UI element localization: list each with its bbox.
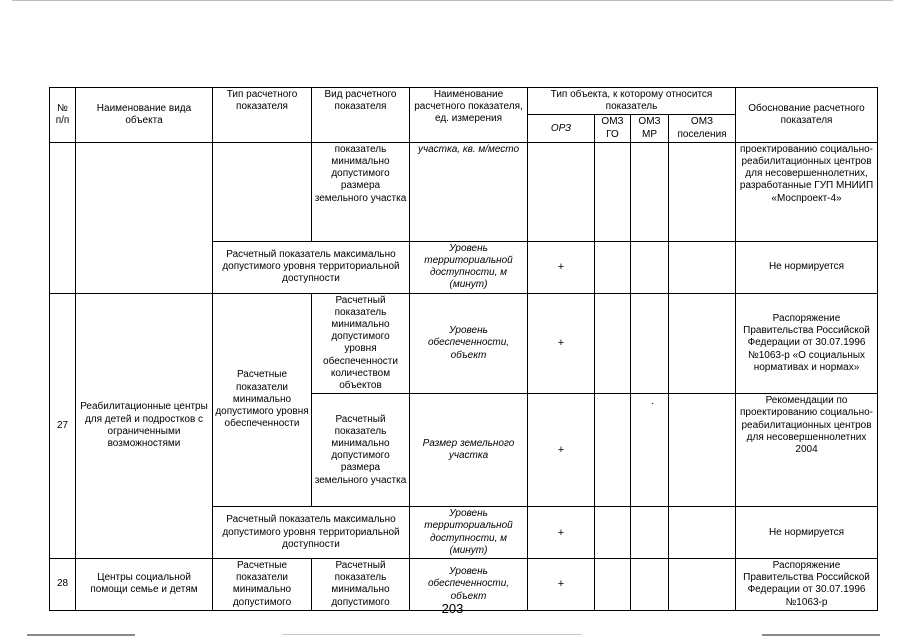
row27-pos2-cell (669, 394, 736, 507)
cont-mr-cell (631, 142, 669, 241)
row28-kind: Расчетный показатель минимально допустимого (312, 559, 410, 611)
header-orz: ОРЗ (528, 115, 595, 142)
row27-unit2: Размер земельного участка (410, 394, 528, 507)
row27-name: Реабилитационные центры для детей и подростков с ограниченными возможностями (76, 293, 213, 558)
header-omz-mr: ОМЗ МР (631, 115, 669, 142)
row27-access-go-cell (595, 507, 631, 559)
cont-pos-cell (669, 142, 736, 241)
row27-orz2: + (528, 394, 595, 507)
row28-orz: + (528, 559, 595, 611)
row28-basis: Распоряжение Правительства Российской Федерации от 30.07.1996 №1063-р (736, 559, 878, 611)
top-rule (12, 0, 893, 1)
cont-type-cell (213, 142, 312, 241)
standards-table (49, 87, 878, 611)
access-basis: Не нормируется (736, 241, 878, 293)
cont-num-cell (50, 142, 76, 293)
row27-num: 27 (50, 293, 76, 558)
row27-type: Расчетные показатели минимально допустимого уровня обеспеченности (213, 293, 312, 507)
row27-access-mr-cell (631, 507, 669, 559)
bottom-rule-right (762, 634, 880, 636)
cont-unit: участка, кв. м/место (410, 142, 528, 241)
bottom-rule-mid (282, 634, 582, 635)
row27-mr2-cell (631, 394, 669, 507)
header-calc-kind: Вид расчетного показателя (312, 88, 410, 143)
header-object-type: Тип объекта, к которому относится показатель (528, 88, 736, 115)
header-calc-name: Наименование расчетного показателя, ед. измерения (410, 88, 528, 143)
row28-unit: Уровень обеспеченности, объект (410, 559, 528, 611)
access-pos-cell (669, 241, 736, 293)
row27-mr1-cell (631, 293, 669, 394)
header-object-name: Наименование вида объекта (76, 88, 213, 143)
cont-orz-cell (528, 142, 595, 241)
header-omz-go: ОМЗ ГО (595, 115, 631, 142)
header-num: № п/п (50, 88, 76, 143)
cont-go-cell (595, 142, 631, 241)
row27-go1-cell (595, 293, 631, 394)
row27-access-pos-cell (669, 507, 736, 559)
cont-name-cell (76, 142, 213, 293)
header-calc-type: Тип расчетного показателя (213, 88, 312, 143)
access-go-cell (595, 241, 631, 293)
row27-kind1: Расчетный показатель минимально допустимого уровня обеспеченности количеством объектов (312, 293, 410, 394)
row27-orz1: + (528, 293, 595, 394)
row27-access-unit: Уровень территориальной доступности, м (минут) (410, 507, 528, 559)
header-basis: Обоснование расчетного показателя (736, 88, 878, 143)
row27-access-orz: + (528, 507, 595, 559)
row28-name: Центры социальной помощи семье и детям (76, 559, 213, 611)
row28-num: 28 (50, 559, 76, 611)
row28-type: Расчетные показатели минимально допустимого (213, 559, 312, 611)
row27-go2-cell (595, 394, 631, 507)
access-orz: + (528, 241, 595, 293)
header-omz-settlement: ОМЗ поселения (669, 115, 736, 142)
access-unit: Уровень территориальной доступности, м (минут) (410, 241, 528, 293)
row27-basis1: Распоряжение Правительства Российской Федерации от 30.07.1996 №1063-р «О социальных нормативах и нормах» (736, 293, 878, 394)
page-number: 203 (441, 601, 464, 616)
row27-kind2: Расчетный показатель минимально допустимого размера земельного участка (312, 394, 410, 507)
access-label: Расчетный показатель максимально допустимого уровня территориальной доступности (213, 241, 410, 293)
cont-basis: проектированию социально-реабилитационных центров для несовершеннолетних, разработанные ГУП МНИИП «Моспроект-4» (736, 142, 878, 241)
bottom-rule-left (27, 634, 135, 636)
row27-pos1-cell (669, 293, 736, 394)
scan-speck: · (651, 398, 655, 409)
row27-access-basis: Не нормируется (736, 507, 878, 559)
access-mr-cell (631, 241, 669, 293)
row27-unit1: Уровень обеспеченности, объект (410, 293, 528, 394)
row27-access-label: Расчетный показатель максимально допустимого уровня территориальной доступности (213, 507, 410, 559)
cont-kind: показатель минимально допустимого размера земельного участка (312, 142, 410, 241)
row27-basis2: Рекомендации по проектированию социально-реабилитационных центров для несовершеннолетних 2004 (736, 394, 878, 507)
